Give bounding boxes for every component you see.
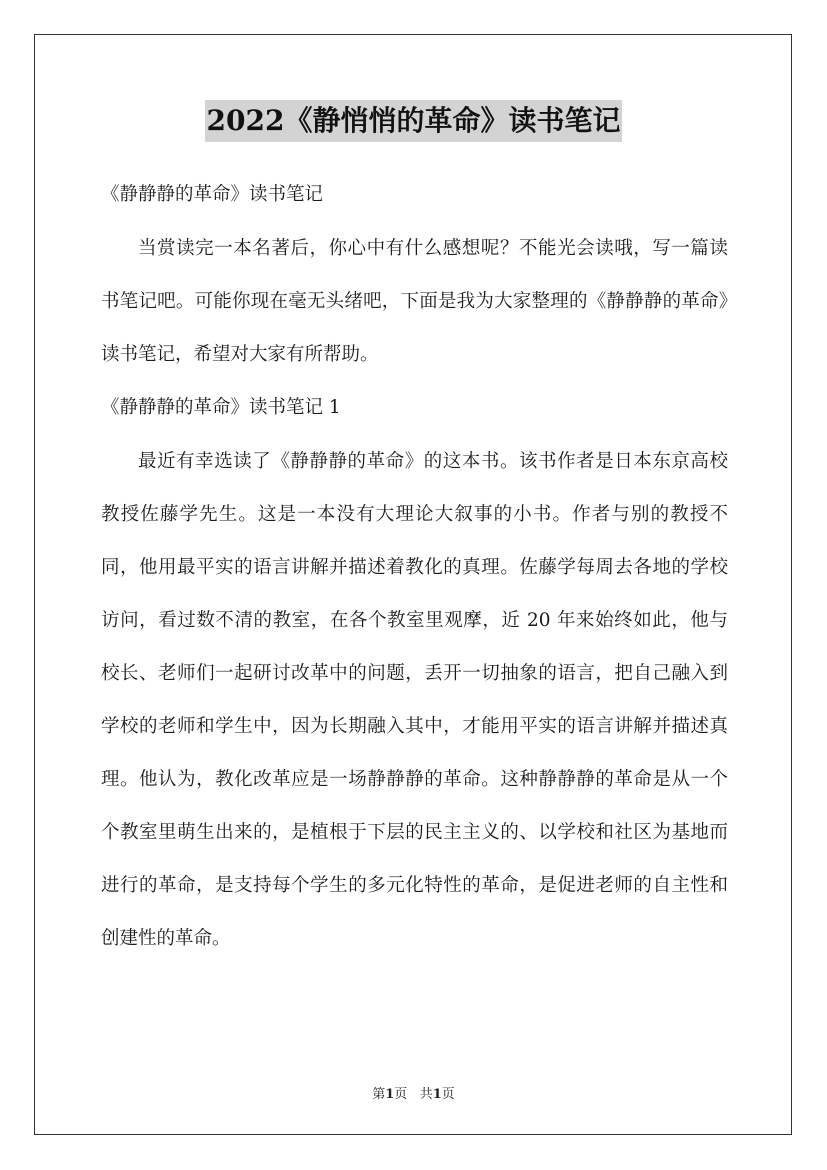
intro-paragraph: 当赏读完一本名著后，你心中有什么感想呢？不能光会读哦，写一篇读书笔记吧。可能你现在毫无头绪吧，下面是我为大家整理的《静静静的革命》读书笔记，希望对大家有所帮助。 — [101, 238, 728, 365]
document-title-container — [0, 100, 827, 142]
footer-page-number: 1 — [385, 1087, 395, 1102]
footer-page-suffix: 页 — [394, 1087, 408, 1102]
page-footer — [0, 1083, 827, 1102]
intro-heading: 《静静静的革命》读书笔记 — [101, 184, 324, 205]
document-body — [101, 168, 728, 965]
footer-total-suffix: 页 — [441, 1087, 455, 1102]
section-paragraph-1: 最近有幸选读了《静静静的革命》的这本书。该书作者是日本东京高校教授佐藤学先生。这是一本没有大理论大叙事的小书。作者与别的教授不同，他用最平实的语言讲解并描述着教化的真理。佐藤学每周去各地的学校访问，看过数不清的教室，在各个教室里观摩，近 20 年来始终如此，他与校长、老师们一起研讨改革中的问题，丢开一切抽象的语言，把自己融入到学校的老师和学生中，因为长期融入其中，才能用平实的语言讲解并描述真理。他认为，教化改革应是一场静静静的革命。这种静静静的革命是从一个个教室里萌生出来的，是植根于下层的民主主义的、以学校和社区为基地而进行的革命，是支持每个学生的多元化特性的革命，是促进老师的自主性和创建性的革命。 — [101, 451, 728, 949]
footer-total-prefix: 共 — [419, 1087, 433, 1102]
document-title: 2022《静悄悄的革命》读书笔记 — [205, 100, 623, 142]
footer-total-number: 1 — [432, 1087, 442, 1102]
section-heading-1: 《静静静的革命》读书笔记 1 — [101, 397, 341, 418]
footer-page-prefix: 第 — [372, 1087, 386, 1102]
